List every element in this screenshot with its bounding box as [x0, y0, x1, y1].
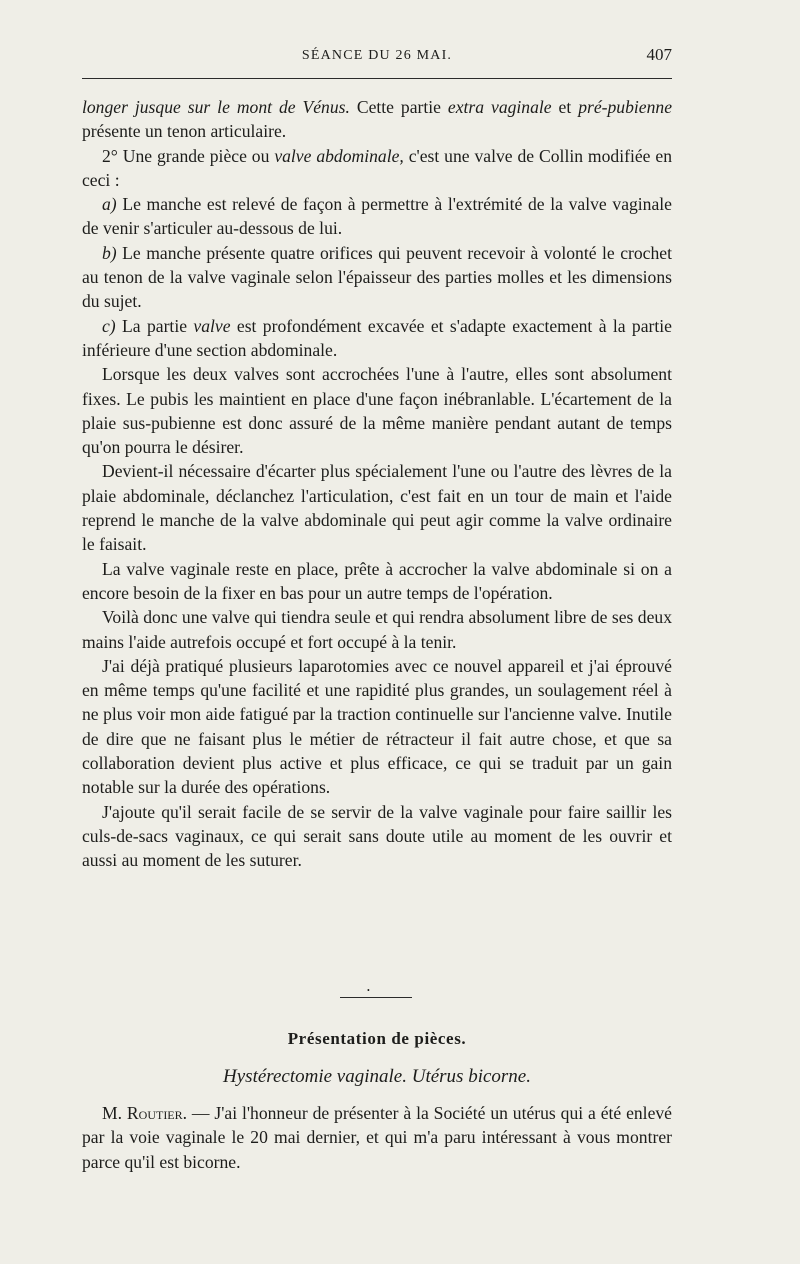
page-header — [82, 42, 672, 70]
closing-paragraph — [82, 1101, 672, 1174]
text-run: Le manche est relevé de façon à permettre à l'extrémité de la valve vaginale de venir s'articuler au-dessous de lui. — [82, 194, 672, 239]
italic-run: a) — [102, 194, 117, 215]
body-paragraph — [82, 605, 672, 654]
italic-run: pré-pubienne — [578, 97, 673, 117]
text-run: c'est une valve de Collin modifiée en ceci : — [82, 145, 672, 190]
body-paragraph — [82, 654, 672, 800]
text-run: La valve vaginale reste en place, prête à accrocher la valve abdominale si on a encore besoin de la fixer en bas pour un autre temps de l'opération. — [82, 558, 672, 603]
text-run: Voilà donc une valve qui tiendra seule et qui rendra absolument libre de ses deux mains l'aide autrefois occupé et fort occupé à la tenir. — [82, 607, 672, 652]
italic-run: valve — [193, 315, 231, 336]
text-run: Lorsque les deux valves sont accrochées l'une à l'autre, elles sont absolument fixes. Le pubis les maintient en place d'une façon inébranlable. L'écartement de la plaie sus-pubienne est donc assuré de la même manière pendant autant de temps qu'on pourra le désirer. — [82, 364, 672, 458]
body-paragraph — [82, 800, 672, 873]
text-run: est profondément excavée et s'adapte exactement à la partie inférieure d'une section abdominale. — [82, 315, 672, 360]
text-run: présente un tenon articulaire. — [82, 121, 287, 142]
body-paragraph — [82, 95, 672, 144]
text-run: 2° Une grande pièce ou — [102, 145, 275, 166]
body-paragraph — [82, 459, 672, 556]
section-divider — [340, 997, 412, 998]
body-paragraph — [82, 557, 672, 606]
italic-run: valve abdominale, — [274, 145, 404, 166]
text-run: J'ajoute qu'il serait facile de se servir de la valve vaginale pour faire saillir les culs-de-sacs vaginaux, ce qui serait sans doute utile au moment de les ouvrir et aussi au moment de les suturer. — [82, 801, 672, 871]
running-title: SÉANCE DU 26 MAI. — [301, 48, 453, 63]
separator-dot: • — [367, 986, 370, 995]
text-run: Le manche présente quatre orifices qui peuvent recevoir à volonté le crochet au tenon de la valve vaginale selon l'épaisseur des parties molles et les dimensions du sujet. — [82, 242, 672, 312]
body-paragraph — [82, 362, 672, 459]
text-run: La partie — [115, 315, 194, 336]
text-run: Devient-il nécessaire d'écarter plus spécialement l'une ou l'autre des lèvres de la plaie abdominale, déclanchez l'articulation, c'est fait en un tour de main et l'aide reprend le manche de la valve abdominale qui peut agir comme la valve ordinaire le faisait. — [82, 461, 672, 555]
italic-run: longer jusque sur le mont de Vénus. — [82, 97, 350, 117]
closing-text: — J'ai l'honneur de présenter à la Société un utérus qui a été enlevé par la voie vaginale le 20 mai dernier, et qui m'a paru intéressant à vous montrer parce qu'il est bicorne. — [82, 1103, 672, 1172]
text-run: et — [551, 97, 579, 117]
body-paragraph — [82, 241, 672, 314]
italic-run: extra vaginale — [447, 97, 552, 117]
speaker-name: M. Routier. — [102, 1103, 188, 1123]
text-run: J'ai déjà pratiqué plusieurs laparotomies avec ce nouvel appareil et j'ai éprouvé en même temps qu'une facilité et une rapidité plus grandes, un soulagement réel à ne plus voir mon aide fatigué par la traction continuelle sur l'ancienne valve. Inutile de dire que ne faisant plus le métier de rétracteur il fait autre chose, et que sa collaboration devient plus active et plus efficace, ce qui se traduit par un gain notable sur la durée des opérations. — [82, 655, 672, 798]
body-paragraph — [82, 144, 672, 193]
page-number: 407 — [646, 45, 672, 64]
section-title: Présentation de pièces. — [287, 1029, 467, 1048]
italic-run: c) — [102, 315, 116, 336]
body-paragraph — [82, 314, 672, 363]
body-paragraph — [82, 192, 672, 241]
text-run: Cette partie — [349, 97, 448, 117]
italic-run: b) — [102, 242, 117, 263]
body-text — [82, 95, 672, 873]
header-rule — [82, 78, 672, 79]
section-subtitle: Hystérectomie vaginale. Utérus bicorne. — [223, 1066, 531, 1087]
